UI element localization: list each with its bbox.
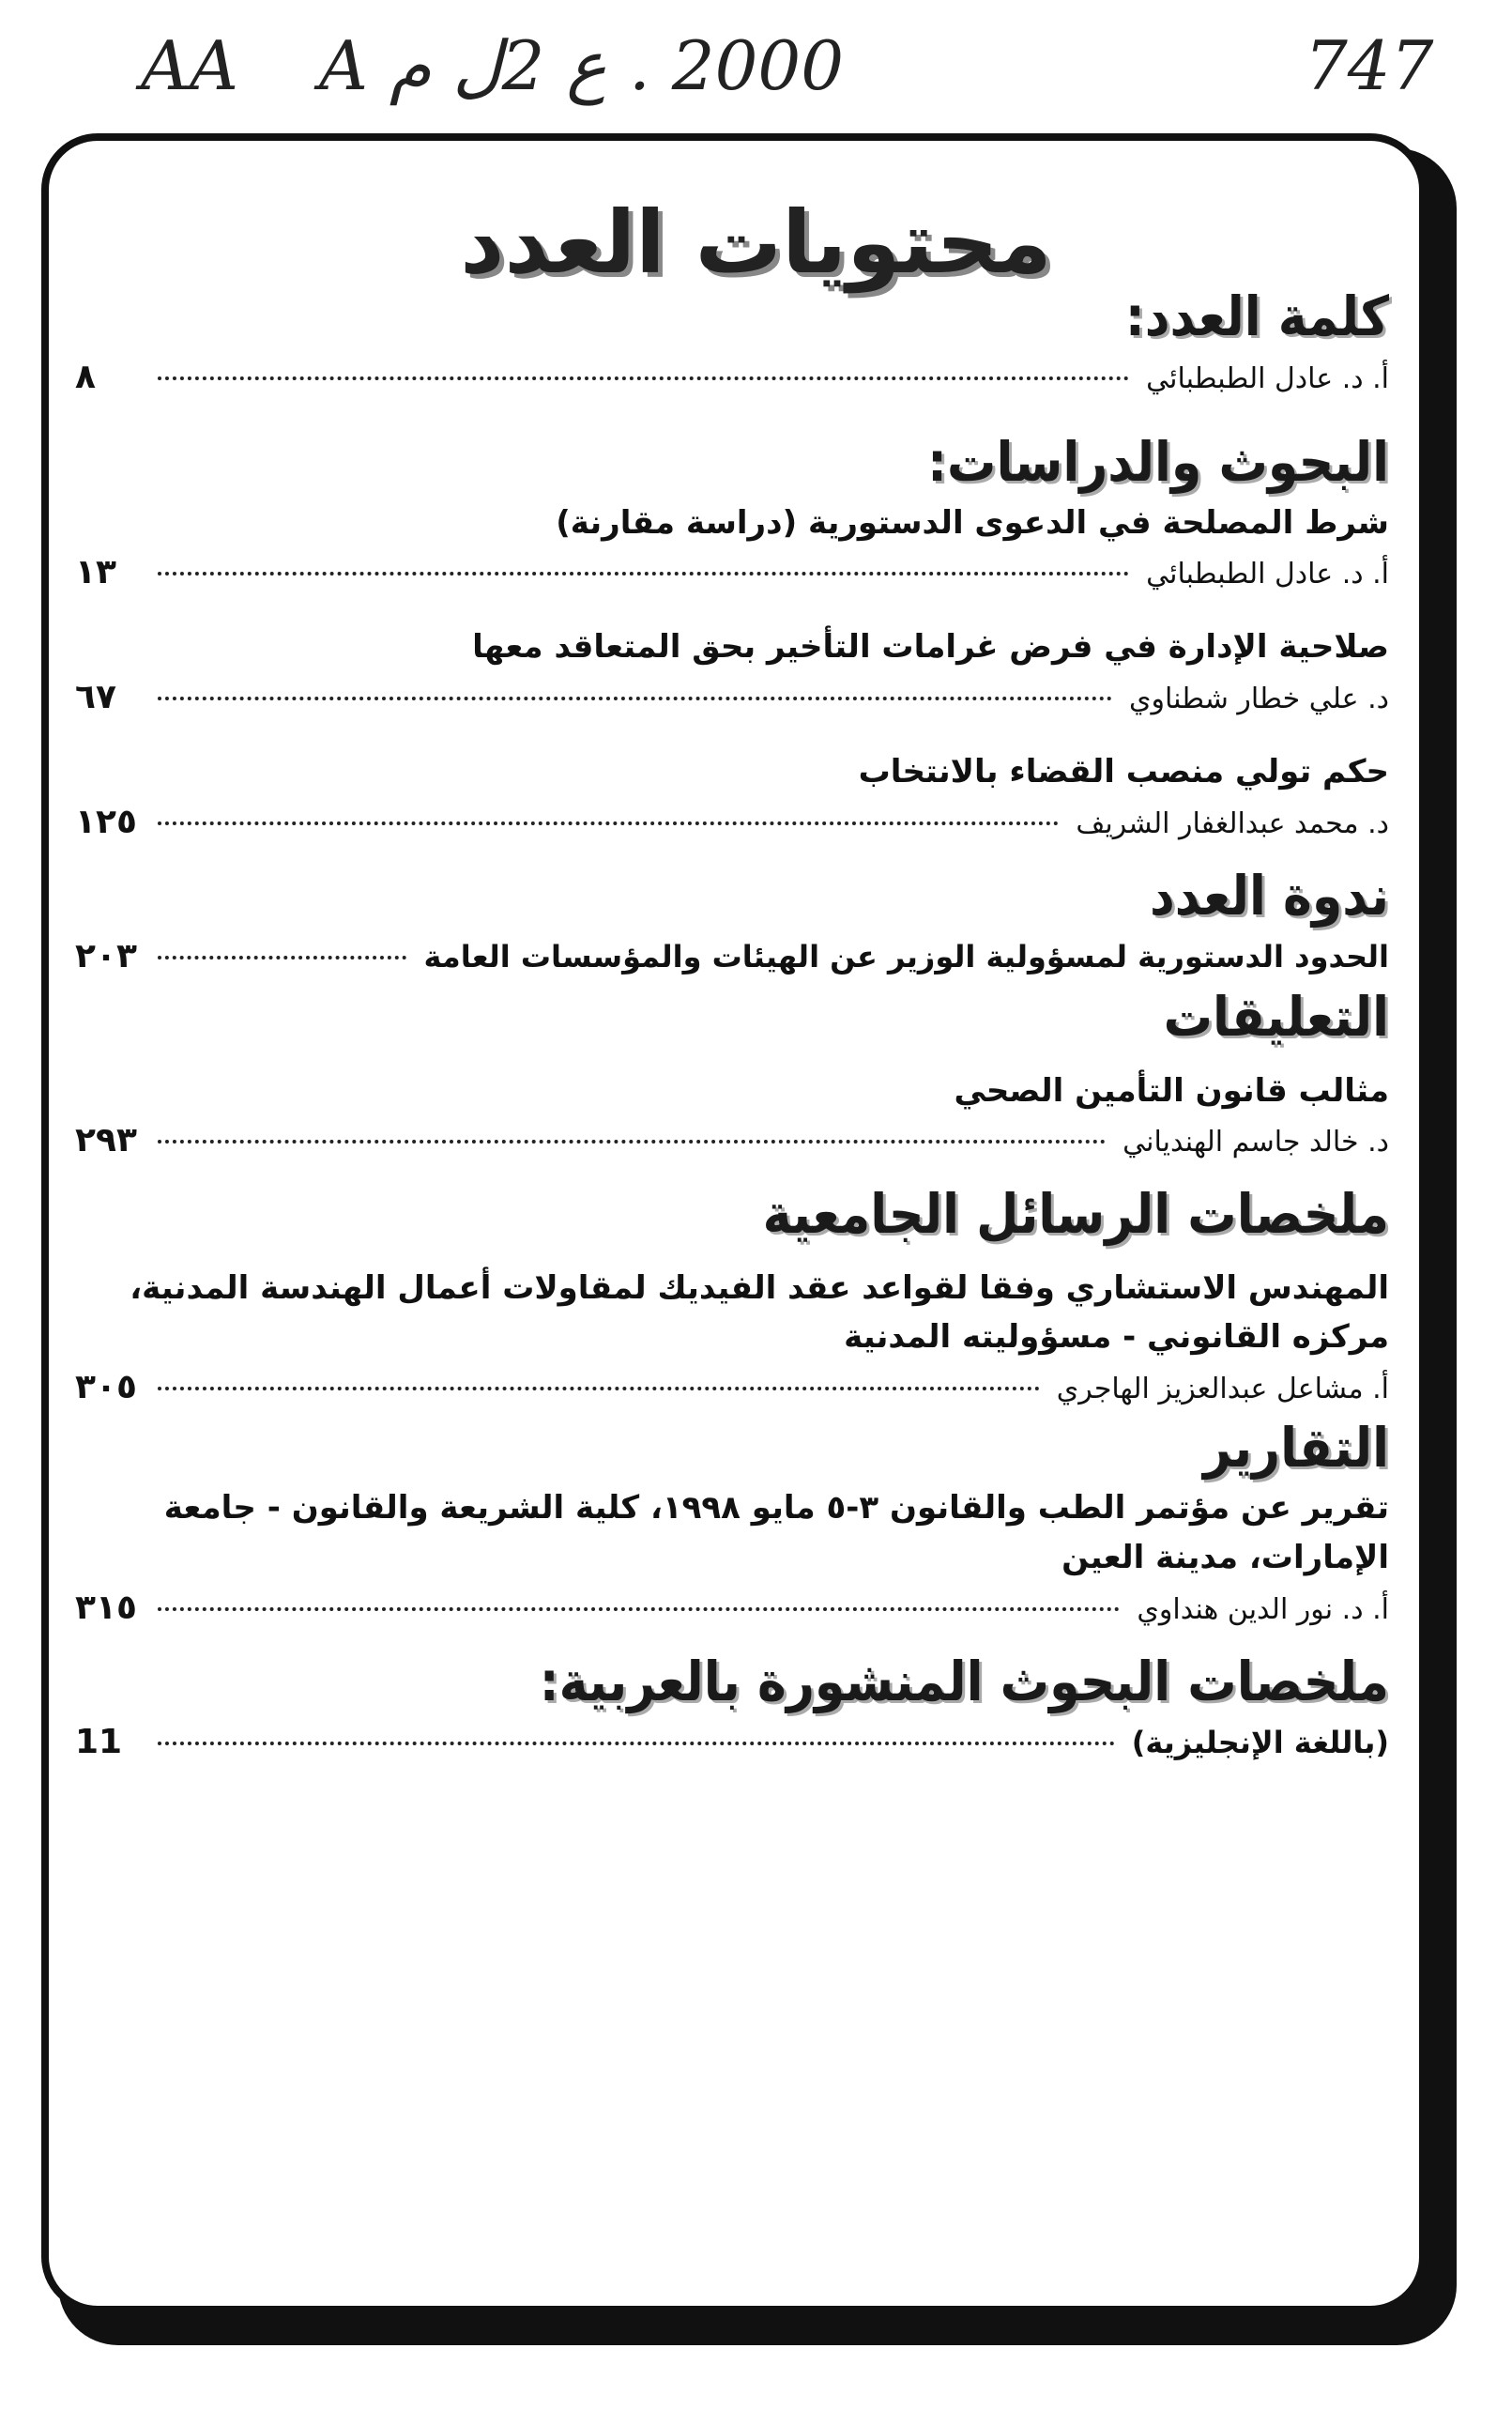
entry-author: د. خالد جاسم الهندياني (1123, 1126, 1389, 1159)
toc-entry[interactable] (75, 352, 1389, 403)
entry-page-number: ٢٠٣ (75, 937, 137, 976)
entry-title: صلاحية الإدارة في فرض غرامات التأخير بحق المتعاقد معها (472, 628, 1389, 667)
entry-author: أ. د. عادل الطبطبائي (1146, 362, 1389, 396)
handwritten-fragment: 747 (1305, 26, 1434, 105)
section-heading: ندوة العدد (1150, 863, 1389, 928)
entry-page-number: ١٢٥ (75, 802, 137, 841)
entry-author: د. محمد عبدالغفار الشريف (1076, 806, 1389, 840)
toc-entry[interactable] (75, 672, 1389, 723)
handwritten-fragment: . 2000 (629, 26, 845, 105)
toc-entry[interactable] (75, 547, 1389, 598)
entry-page-number: ٣٠٥ (75, 1368, 137, 1407)
entry-author: د. علي خطار شطناوي (1128, 683, 1389, 716)
dot-leader (158, 1742, 1115, 1745)
handwritten-note (141, 26, 1434, 130)
entry-author: أ. مشاعل عبدالعزيز الهاجري (1056, 1373, 1389, 1406)
entry-title: حكم تولي منصب القضاء بالانتخاب (858, 753, 1389, 791)
toc-entry[interactable] (75, 1717, 1389, 1768)
entry-page-number: ٣١٥ (75, 1588, 137, 1627)
entry-page-number: ٢٩٣ (75, 1121, 137, 1160)
entry-author: أ. د. نور الدين هنداوي (1137, 1592, 1389, 1626)
entry-page-number: ٦٧ (75, 678, 116, 717)
entry-title: المهندس الاستشاري وفقا لقواعد عقد الفيديك لمقاولات أعمال الهندسة المدنية، مركزه القانوني - مسؤوليته المدنية (130, 1268, 1389, 1357)
section-heading: كلمة العدد: (1124, 284, 1389, 348)
page-title: محتويات العدد (460, 192, 1052, 293)
entry-title: الحدود الدستورية لمسؤولية الوزير عن الهيئات والمؤسسات العامة (423, 939, 1389, 975)
dot-leader (158, 376, 1129, 380)
entry-title: شرط المصلحة في الدعوى الدستورية (دراسة مقارنة) (556, 503, 1389, 542)
entry-title: تقرير عن مؤتمر الطب والقانون ٣-٥ مايو ١٩٩٨، كلية الشريعة والقانون - جامعة الإمارات، مدينة العين (163, 1489, 1389, 1577)
dot-leader (158, 1387, 1040, 1390)
entry-page-number: 11 (75, 1723, 123, 1762)
table-of-contents (75, 282, 1389, 2272)
toc-entry[interactable] (75, 1115, 1389, 1166)
toc-entry[interactable] (75, 797, 1389, 848)
section-heading: ملخصات البحوث المنشورة بالعربية: (539, 1649, 1389, 1713)
toc-entry[interactable] (75, 931, 1389, 982)
entry-page-number: ١٣ (75, 553, 116, 592)
dot-leader (158, 1140, 1106, 1144)
dot-leader (158, 572, 1129, 576)
section-heading: التعليقات (1163, 985, 1389, 1050)
handwritten-fragment: AA (141, 26, 238, 105)
toc-entry[interactable] (75, 1583, 1389, 1634)
section-heading: التقارير (1202, 1416, 1389, 1481)
entry-page-number: ٨ (75, 358, 96, 397)
toc-entry[interactable] (75, 1362, 1389, 1413)
section-heading: ملخصات الرسائل الجامعية (762, 1182, 1389, 1247)
dot-leader (158, 1607, 1120, 1611)
section-heading: البحوث والدراسات: (927, 430, 1389, 495)
entry-author: أ. د. عادل الطبطبائي (1146, 558, 1389, 591)
handwritten-fragment: A ع 2ل م (319, 26, 607, 105)
dot-leader (158, 956, 406, 959)
entry-title: (باللغة الإنجليزية) (1131, 1725, 1389, 1761)
dot-leader (158, 697, 1112, 700)
entry-title: مثالب قانون التأمين الصحي (954, 1071, 1389, 1110)
dot-leader (158, 821, 1059, 825)
